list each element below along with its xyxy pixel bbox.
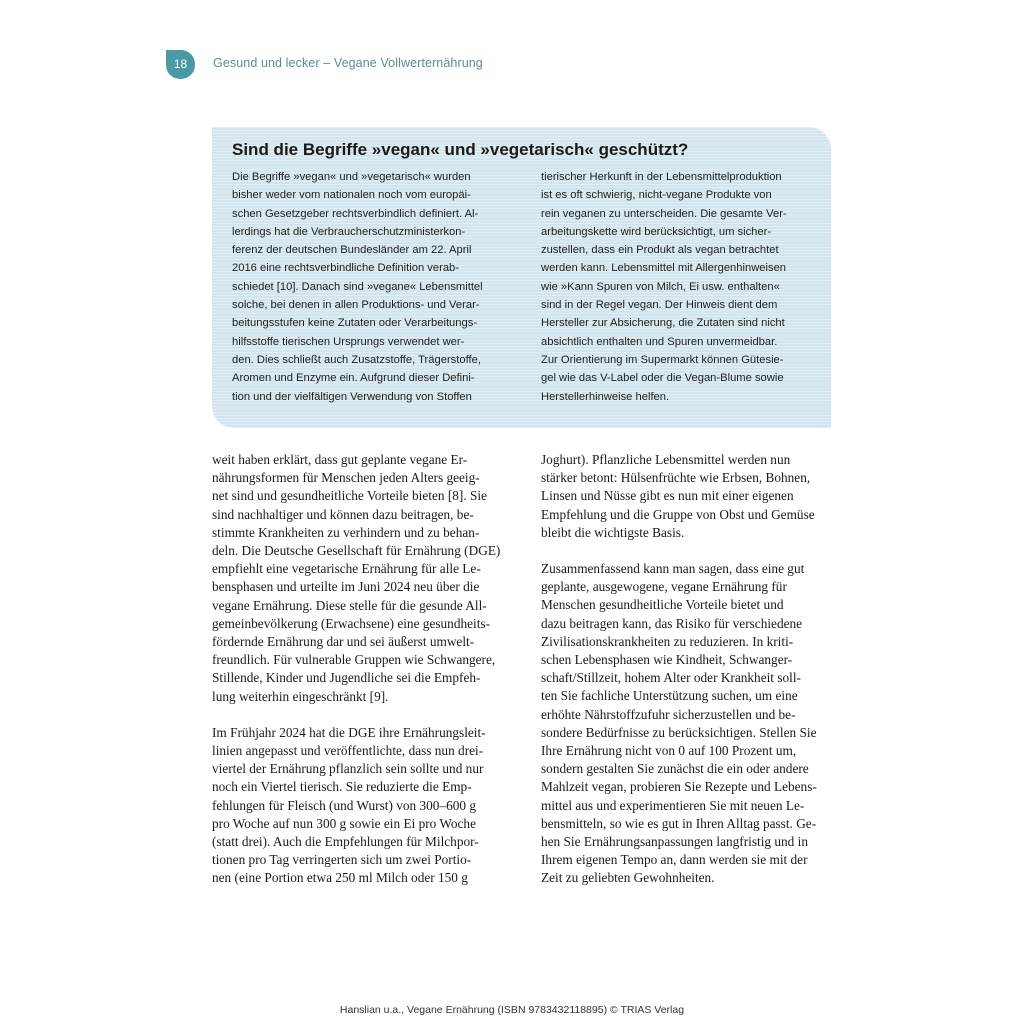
- text-line: net sind und gesundheitliche Vorteile bieten [8]. Sie: [212, 488, 487, 504]
- text-line: werden kann. Lebensmittel mit Allergenhinweisen: [541, 262, 787, 275]
- text-line: gemeinbevölkerung (Erwachsene) eine gesundheits-: [212, 615, 491, 631]
- text-line: Zeit zu geliebten Gewohnheiten.: [541, 870, 715, 886]
- text-line: nen (eine Portion etwa 250 ml Milch oder 150 g: [212, 870, 468, 886]
- text-line: Die Begriffe »vegan« und »vegetarisch« wurden: [232, 171, 471, 183]
- text-line: wie »Kann Spuren von Milch, Ei usw. enthalten«: [541, 280, 780, 293]
- text-line: Herstellerhinweise helfen.: [541, 390, 670, 403]
- text-line: Linsen und Nüsse gibt es nun mit einer eigenen: [541, 488, 794, 504]
- page-number-badge: 18: [166, 50, 195, 79]
- text-line: dazu beitragen kann, das Risiko für verschiedene: [541, 615, 803, 631]
- text-line: schaft/Stillzeit, hohem Alter oder Krankheit soll-: [541, 670, 801, 686]
- text-line: Hersteller zur Absicherung, die Zutaten sind nicht: [541, 317, 785, 330]
- text-line: 2016 eine rechtsverbindliche Definition verab-: [232, 262, 459, 275]
- text-line: beitungsstufen keine Zutaten oder Verarbeitungs-: [232, 317, 478, 330]
- text-line: Ihre Ernährung nicht von 0 auf 100 Prozent um,: [541, 743, 797, 759]
- text-line: linien angepasst und veröffentlichte, dass nun drei-: [212, 743, 484, 759]
- text-line: tionen pro Tag verringerten sich um zwei Portio-: [212, 852, 472, 868]
- text-line: noch ein Viertel tierisch. Sie reduzierte die Emp-: [212, 779, 472, 795]
- text-line: Zusammenfassend kann man sagen, dass eine gut: [541, 561, 805, 577]
- text-line: bleibt die wichtigste Basis.: [541, 524, 685, 540]
- text-line: hilfsstoffe tierischen Ursprungs verwendet wer-: [232, 335, 465, 348]
- body-left-column: [212, 451, 504, 888]
- text-line: stärker betont: Hülsenfrüchte wie Erbsen, Bohnen,: [541, 470, 811, 486]
- text-line: nährungsformen für Menschen jeden Alters geeig-: [212, 470, 480, 486]
- text-line: solche, bei denen in allen Produktions- und Verar-: [232, 299, 480, 312]
- text-line: Aromen und Enzyme ein. Aufgrund dieser Defini-: [232, 372, 475, 385]
- body-paragraph: [541, 451, 833, 542]
- text-line: ferenz der deutschen Bundesländer am 22. April: [232, 244, 472, 257]
- text-line: den. Dies schließt auch Zusatzstoffe, Trägerstoffe,: [232, 353, 481, 366]
- text-line: viertel der Ernährung pflanzlich sein sollte und nur: [212, 761, 484, 777]
- text-line: absichtlich enthalten und Spuren unvermeidbar.: [541, 335, 778, 348]
- text-line: sind nachhaltiger und können dazu beitragen, be-: [212, 506, 474, 522]
- body-paragraph: [212, 451, 504, 706]
- text-line: Zur Orientierung im Supermarkt können Gütesie-: [541, 353, 784, 366]
- text-line: Ihrem eigenen Tempo an, dann werden sie mit der: [541, 852, 808, 868]
- info-box-right-column: [541, 168, 831, 406]
- text-line: Stillende, Kinder und Jugendliche sei die Empfeh-: [212, 670, 481, 686]
- text-line: bensphasen und urteilte im Juni 2024 neu über die: [212, 579, 480, 595]
- text-line: sind in der Regel vegan. Der Hinweis dient dem: [541, 299, 778, 312]
- text-line: erhöhte Nährstoffzufuhr sicherzustellen und be-: [541, 706, 796, 722]
- text-line: fehlungen für Fleisch (und Wurst) von 300–600 g: [212, 797, 477, 813]
- text-line: schen Lebensphasen wie Kindheit, Schwanger-: [541, 652, 793, 668]
- text-line: pro Woche auf nun 300 g sowie ein Ei pro Woche: [212, 815, 476, 831]
- text-line: deln. Die Deutsche Gesellschaft für Ernährung (DGE): [212, 543, 501, 559]
- paragraph-gap: [541, 542, 833, 560]
- text-line: mittel aus und experimentieren Sie mit neuen Le-: [541, 797, 805, 813]
- text-line: tion und der vielfältigen Verwendung von Stoffen: [232, 390, 472, 403]
- text-line: schen Gesetzgeber rechtsverbindlich definiert. Al-: [232, 207, 479, 220]
- text-line: freundlich. Für vulnerable Gruppen wie Schwangere,: [212, 652, 496, 668]
- text-line: sondere Bedürfnisse zu berücksichtigen. Stellen Sie: [541, 724, 817, 740]
- text-line: vegane Ernährung. Diese stelle für die gesunde All-: [212, 597, 487, 613]
- body-paragraph: [541, 560, 833, 888]
- text-line: zustellen, dass ein Produkt als vegan betrachtet: [541, 244, 779, 257]
- body-right-column: [541, 451, 833, 888]
- text-line: ten Sie fachliche Unterstützung suchen, um eine: [541, 688, 798, 704]
- info-box-left-column: [232, 168, 522, 406]
- text-line: ist es oft schwierig, nicht-vegane Produkte von: [541, 189, 772, 202]
- text-line: Empfehlung und die Gruppe von Obst und Gemüse: [541, 506, 815, 522]
- text-line: (statt drei). Auch die Empfehlungen für Milchpor-: [212, 834, 479, 850]
- text-line: Im Frühjahr 2024 hat die DGE ihre Ernährungsleit-: [212, 724, 486, 740]
- text-line: tierischer Herkunft in der Lebensmittelproduktion: [541, 171, 782, 183]
- text-line: fördernde Ernährung dar und sei äußerst umwelt-: [212, 634, 475, 650]
- text-line: arbeitungskette wird berücksichtigt, um sicher-: [541, 225, 772, 238]
- text-line: weit haben erklärt, dass gut geplante vegane Er-: [212, 452, 468, 467]
- body-paragraph: [212, 724, 504, 888]
- running-title: Gesund und lecker – Vegane Vollwerternährung: [213, 56, 483, 70]
- text-line: geplante, ausgewogene, vegane Ernährung für: [541, 579, 787, 595]
- text-line: Joghurt). Pflanzliche Lebensmittel werden nun: [541, 452, 791, 467]
- text-line: bensmitteln, so wie es gut in Ihren Alltag passt. Ge-: [541, 815, 817, 831]
- text-line: schiedet [10]. Danach sind »vegane« Lebensmittel: [232, 280, 483, 293]
- info-box-title: Sind die Begriffe »vegan« und »vegetarisch« geschützt?: [232, 140, 689, 159]
- text-line: rein veganen zu unterscheiden. Die gesamte Ver-: [541, 207, 787, 220]
- text-line: stimmte Krankheiten zu verhindern und zu behan-: [212, 524, 480, 540]
- text-line: Mahlzeit vegan, probieren Sie Rezepte und Lebens-: [541, 779, 817, 795]
- text-line: lerdings hat die Verbraucherschutzministerkon-: [232, 225, 466, 238]
- page-footer: Hanslian u.a., Vegane Ernährung (ISBN 9783432118895) © TRIAS Verlag: [339, 1004, 685, 1016]
- text-line: Menschen gesundheitliche Vorteile bietet und: [541, 597, 784, 613]
- text-line: bisher weder vom nationalen noch vom europäi-: [232, 189, 471, 202]
- text-line: gel wie das V-Label oder die Vegan-Blume sowie: [541, 372, 784, 385]
- text-line: Zivilisationskrankheiten zu reduzieren. In kriti-: [541, 633, 794, 649]
- text-line: empfiehlt eine vegetarische Ernährung für alle Le-: [212, 561, 481, 577]
- text-line: lung weiterhin eingeschränkt [9].: [212, 688, 389, 704]
- text-line: sondern gestalten Sie zunächst die ein oder andere: [541, 761, 809, 777]
- paragraph-gap: [212, 706, 504, 724]
- text-line: hen Sie Ernährungsanpassungen langfristig und in: [541, 834, 808, 850]
